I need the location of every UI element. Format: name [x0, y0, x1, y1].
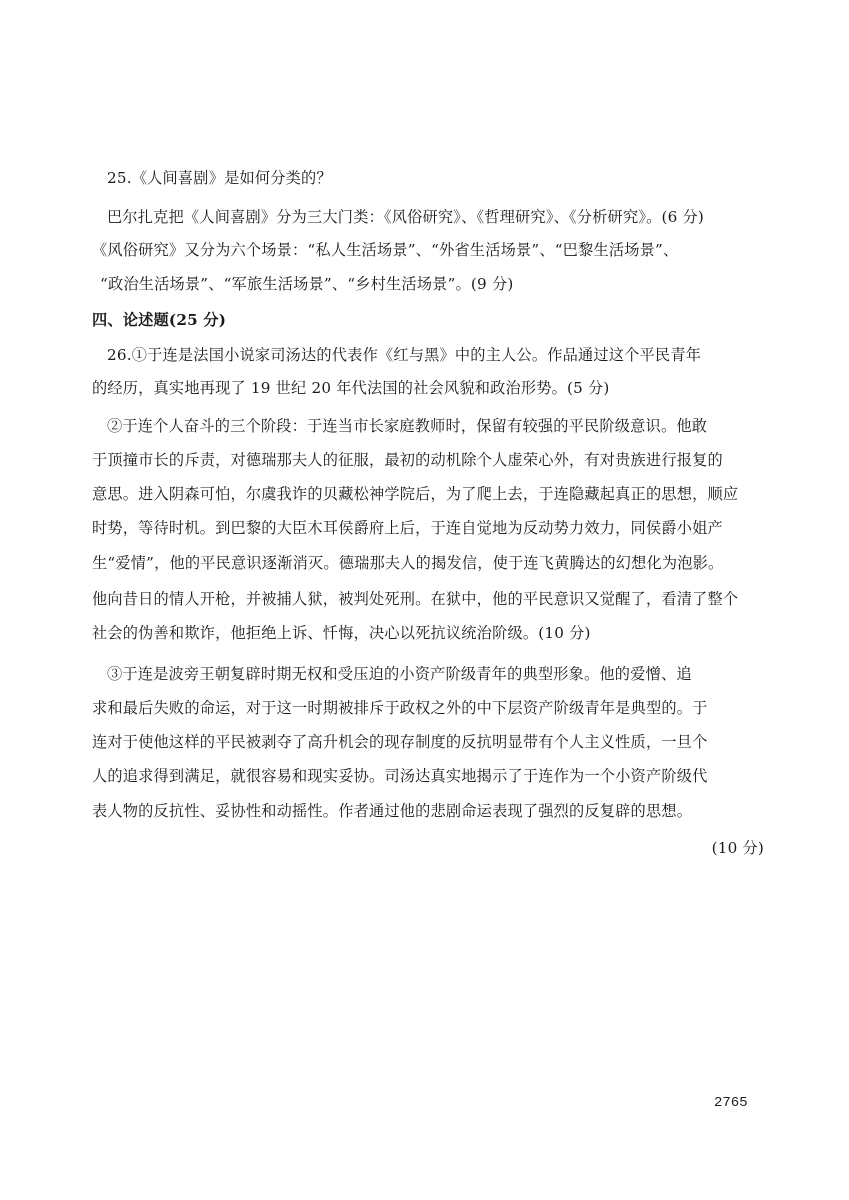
q26-para3-line-5: 表人物的反抗性、妥协性和动摇性。作者通过他的悲剧命运表现了强烈的反复辟的思想。 [92, 802, 693, 820]
q26-para1-line-2: 的经历，真实地再现了 19 世纪 20 年代法国的社会风貌和政治形势。(5 分) [92, 379, 610, 397]
q26-para2-line-1: ②于连个人奋斗的三个阶段：于连当市长家庭教师时，保留有较强的平民阶级意识。他敢 [107, 417, 708, 435]
section-4-heading: 四、论述题(25 分) [92, 311, 227, 329]
q25-answer-line-1: 巴尔扎克把《人间喜剧》分为三大门类：《风俗研究》、《哲理研究》、《分析研究》。(6 分) [107, 208, 705, 226]
q26-para2-line-7: 社会的伪善和欺诈，他拒绝上诉、忏悔，决心以死抗议统治阶级。(10 分) [92, 624, 591, 642]
q26-para2-line-5: 生“爱情”，他的平民意识逐渐消灭。德瑞那夫人的揭发信，使于连飞黄腾达的幻想化为泡影。 [92, 554, 724, 572]
q25-answer-line-3: “政治生活场景”、“军旅生活场景”、“乡村生活场景”。(9 分) [100, 275, 514, 293]
q26-para1-line-1: 26.①于连是法国小说家司汤达的代表作《红与黑》中的主人公。作品通过这个平民青年 [107, 346, 702, 364]
q26-para2-line-6: 他向昔日的情人开枪，并被捕人狱，被判处死刑。在狱中，他的平民意识又觉醒了，看清了整个 [92, 590, 739, 608]
q26-para3-line-2: 求和最后失败的命运，对于这一时期被排斥于政权之外的中下层资产阶级青年是典型的。于 [92, 699, 708, 717]
q26-para3-line-3: 连对于使他这样的平民被剥夺了高升机会的现存制度的反抗明显带有个人主义性质，一旦个 [92, 733, 708, 751]
q25-question: 25.《人间喜剧》是如何分类的？ [107, 169, 332, 187]
q26-final-score: (10 分) [711, 839, 764, 857]
q26-para2-line-3: 意思。进入阴森可怕，尔虞我诈的贝藏松神学院后，为了爬上去，于连隐藏起真正的思想，顺应 [92, 485, 739, 503]
q26-para2-line-2: 于顶撞市长的斥责，对德瑞那夫人的征服，最初的动机除个人虚荣心外，有对贵族进行报复的 [92, 451, 723, 469]
q25-answer-line-2: 《风俗研究》又分为六个场景：“私人生活场景”、“外省生活场景”、“巴黎生活场景”、 [92, 241, 679, 259]
q26-para3-line-1: ③于连是波旁王朝复辟时期无权和受压迫的小资产阶级青年的典型形象。他的爱憎、追 [107, 665, 692, 683]
page-number: 2765 [714, 1095, 748, 1111]
q26-para2-line-4: 时势，等待时机。到巴黎的大臣木耳侯爵府上后，于连自觉地为反动势力效力，同侯爵小姐产 [92, 519, 723, 537]
q26-para3-line-4: 人的追求得到满足，就很容易和现实妥协。司汤达真实地揭示了于连作为一个小资产阶级代 [92, 767, 708, 785]
